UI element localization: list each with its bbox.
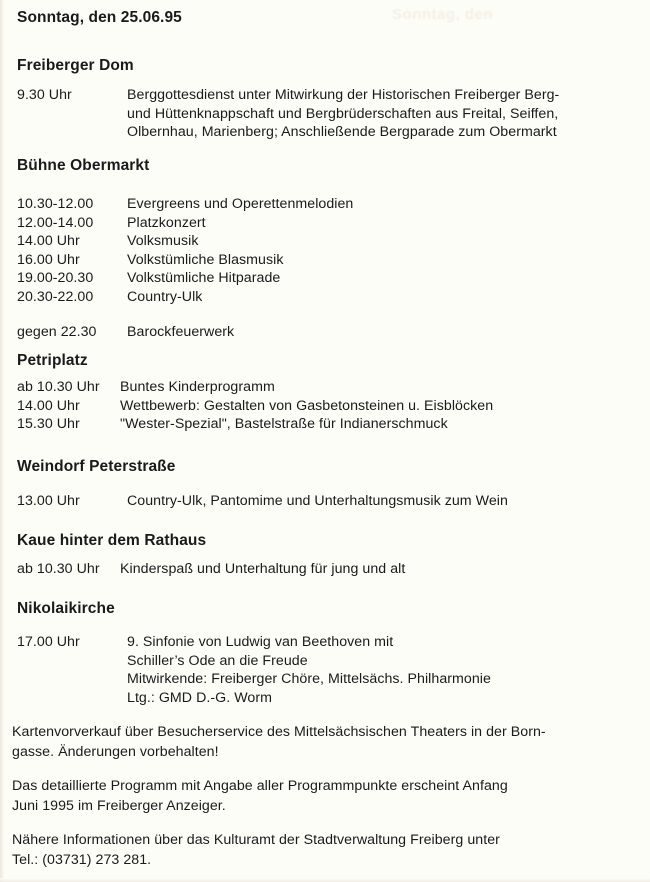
entry-time: 15.30 Uhr [17, 416, 80, 433]
entry-description-line: Schiller’s Ode an die Freude [127, 652, 308, 669]
note-paragraph-line: gasse. Änderungen vorbehalten! [12, 744, 219, 760]
program-entry [17, 397, 650, 416]
entry-description-line: Ltg.: GMD D.-G. Worm [127, 689, 272, 706]
entry-description-line: Buntes Kinderprogramm [120, 379, 275, 395]
entry-description [120, 415, 650, 434]
program-entry [17, 323, 650, 342]
entry-description [120, 378, 650, 397]
note-paragraph-line: Nähere Informationen über das Kulturamt der Stadtverwaltung Freiberg unter [12, 832, 500, 848]
entry-time: ab 10.30 Uhr [17, 379, 100, 395]
program-entry [17, 415, 650, 434]
entry-description [127, 86, 650, 142]
note-paragraph-kartenvorverkauf [12, 722, 640, 762]
program-entry [17, 288, 650, 307]
entry-description-line: Barockfeuerwerk [127, 323, 235, 340]
entry-description-line: Country-Ulk, Pantomime und Unterhaltungsmusik zum Wein [127, 493, 508, 509]
scan-edge-artifact-bottom [0, 878, 650, 882]
note-paragraph-naehere-informationen [12, 830, 640, 870]
program-entry [17, 560, 650, 579]
program-section-freiberger-dom [0, 57, 650, 142]
entry-time: 16.00 Uhr [17, 251, 80, 268]
entry-description [120, 397, 650, 416]
program-section-weindorf-peterstrasse [0, 458, 650, 511]
program-entry [17, 214, 650, 233]
program-section-kaue-hinter-dem-rathaus [0, 532, 650, 579]
entry-time: 9.30 Uhr [17, 87, 72, 103]
entry-description-line: Kinderspaß und Unterhaltung für jung und alt [120, 561, 406, 577]
entry-time: ab 10.30 Uhr [17, 561, 100, 577]
program-entry [17, 195, 650, 214]
section-heading: Weindorf Peterstraße [17, 458, 176, 475]
entry-time: 14.00 Uhr [17, 397, 80, 414]
entry-description-line: "Wester-Spezial", Bastelstraße für Indianerschmuck [120, 416, 448, 433]
note-paragraph-line: Das detaillierte Programm mit Angabe aller Programmpunkte erscheint Anfang [12, 778, 508, 794]
entry-description-line: 9. Sinfonie von Ludwig van Beethoven mit [127, 634, 394, 650]
note-paragraph-line: Juni 1995 im Freiberger Anzeiger. [12, 798, 226, 814]
entry-description [127, 633, 650, 707]
section-entry-list [0, 560, 650, 579]
entry-time: gegen 22.30 [17, 323, 97, 340]
note-paragraph-line: Kartenvorverkauf über Besucherservice des Mittelsächsischen Theaters in der Born- [12, 724, 546, 740]
entry-description-line: Volkstümliche Blasmusik [127, 251, 284, 268]
program-section-nikolaikirche [0, 600, 650, 707]
entry-description [127, 323, 650, 342]
entry-description-line: Volksmusik [127, 233, 199, 250]
program-section-petriplatz [0, 352, 650, 434]
entry-time: 14.00 Uhr [17, 233, 80, 250]
entry-time: 10.30-12.00 [17, 196, 94, 212]
section-entry-list [0, 378, 650, 434]
bleed-through-ghost-text: Sonntag, den [392, 6, 493, 23]
section-entry-list [0, 86, 650, 142]
section-heading: Bühne Obermarkt [17, 157, 150, 174]
entry-description-line: Mitwirkende: Freiberger Chöre, Mittelsächs. Philharmonie [127, 671, 491, 688]
entry-description [127, 269, 650, 288]
entry-description [127, 492, 650, 511]
program-entry [17, 633, 650, 707]
entry-description-line: und Hüttenknappschaft und Bergbrüderschaften aus Freital, Seiffen, [127, 105, 559, 122]
section-heading: Nikolaikirche [17, 600, 115, 617]
program-entry [17, 86, 650, 142]
program-entry [17, 492, 650, 511]
entry-description-line: Volkstümliche Hitparade [127, 270, 281, 287]
program-section-buehne-obermarkt [0, 157, 650, 341]
entry-description [127, 195, 650, 214]
entry-time: 17.00 Uhr [17, 634, 80, 650]
section-entry-list [0, 492, 650, 511]
entry-description-line: Wettbewerb: Gestalten von Gasbetonsteinen u. Eisblöcken [120, 397, 494, 414]
note-paragraph-line: Tel.: (03731) 273 281. [12, 852, 152, 868]
entry-time: 12.00-14.00 [17, 214, 94, 231]
section-entry-list [0, 633, 650, 707]
entry-description-line: Country-Ulk [127, 288, 203, 305]
section-heading: Freiberger Dom [17, 57, 134, 74]
entry-description-line: Platzkonzert [127, 214, 206, 231]
entry-description [127, 214, 650, 233]
entry-time: 19.00-20.30 [17, 270, 94, 287]
program-entry [17, 378, 650, 397]
program-entry [17, 269, 650, 288]
section-heading: Petriplatz [17, 352, 88, 369]
section-entry-list [0, 195, 650, 307]
program-entry [17, 232, 650, 251]
entry-description [127, 251, 650, 270]
entry-description [120, 560, 650, 579]
entry-description [127, 232, 650, 251]
program-entry [17, 251, 650, 270]
entry-description-line: Evergreens und Operettenmelodien [127, 196, 354, 212]
section-heading: Kaue hinter dem Rathaus [17, 532, 207, 549]
entry-description-line: Olbernhau, Marienberg; Anschließende Bergparade zum Obermarkt [127, 124, 557, 141]
page-title-date: Sonntag, den 25.06.95 [17, 9, 182, 26]
entry-time: 13.00 Uhr [17, 493, 80, 509]
entry-time: 20.30-22.00 [17, 288, 94, 305]
note-paragraph-detailliertes-programm [12, 776, 640, 816]
entry-description-line: Berggottesdienst unter Mitwirkung der Historischen Freiberger Berg- [127, 87, 560, 103]
entry-description [127, 288, 650, 307]
section-entry-list-extra [0, 323, 650, 342]
